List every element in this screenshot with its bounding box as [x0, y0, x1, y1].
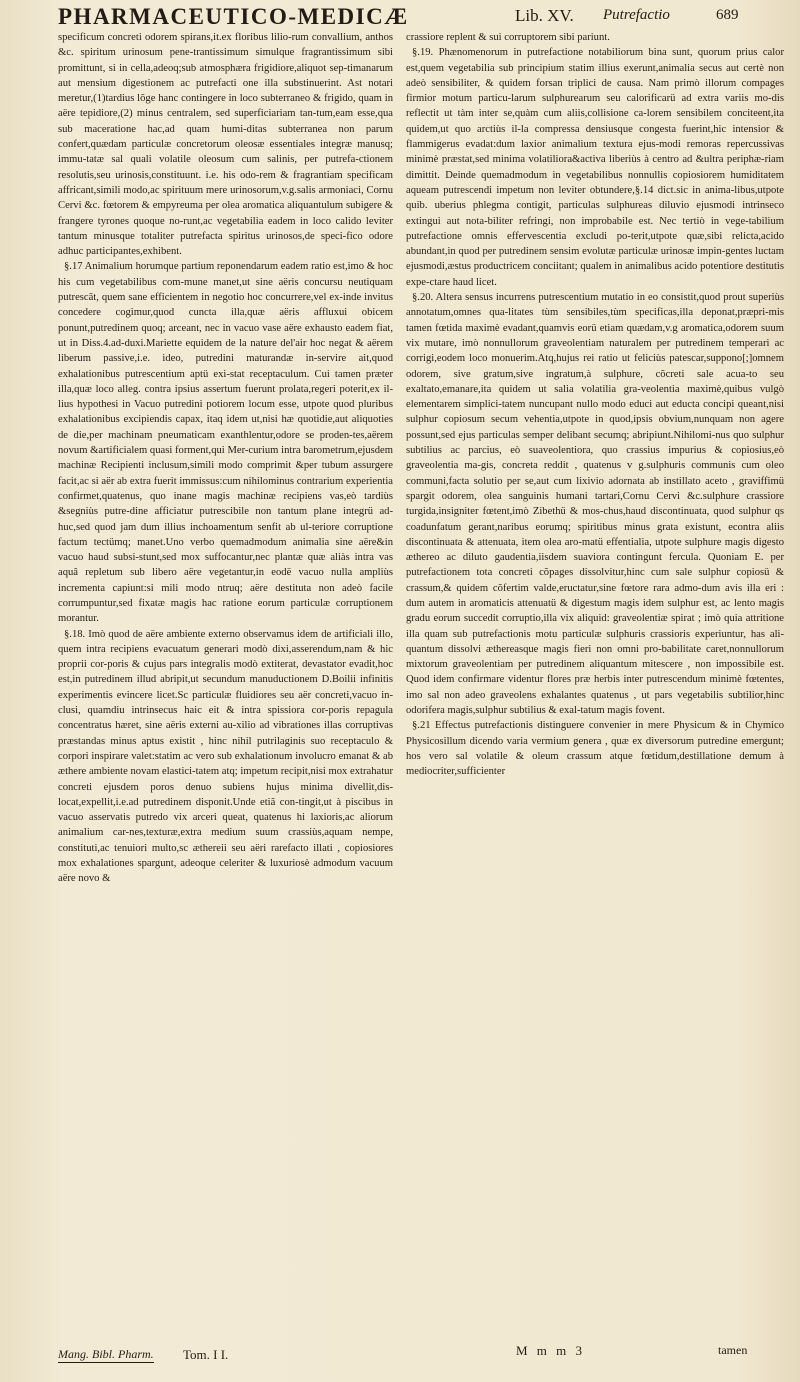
running-title: PHARMACEUTICO-MEDICÆ — [58, 4, 409, 29]
paragraph: §.20. Altera sensus incurrens putrescentium mutatio in eo consistit,quod prout superiùs annotatum,omnes qua-litates tùm sensibiles,tùm specificas,illa deponat,præpri-mis tamen fœtida maximè evadant,quamvis eorü etiam quædam,v.g aromatica,odorem suum vix mutare, imò nonnullorum graveolentiam naturalem per putredinem temperari ac corrigi,eodem loco monuerim.Atq,hujus rei ratio ut feliciùs patescar,suppono[;]omnem odorem, sive gratum,sive ingratum,à sulphure, cõcreti sale acua-to seu exaltato,emanare,ita quidem ut salia volatilia gra-veolentia maximè,quibus vulgò elementarem simplici-tatem nuncupant nullo modo educi aut educta concipi queant,nisi sulphur copiosum secum vehentia,utpote in quod,ipsis obvium,nunquam non agere possunt,sed ejus particulas semper delibant secumq; abripiunt.Nihilomi-nus quo sulphur subtilius ac parcius, eò suaveolentiora, quo crassius impurius & copiosius,eò graveolentia ma-gis, concreta reddit , quatenus v g.sulphuris communis cum oleo communi,facta solutio per se,aut cum lixivio adornata ab instillato aceto , graviffimü spargit odorem, olea sanguinis humani tartari,Cornu Cervi &c.sulphure crassiore turgida,insigniter fœtent,imò Zibethü & mos-chus,haud discontinuata, quod sulphur qs coadunfatum gerant,naribus eorumq; spiritibus minus grata existunt, econtra aliis discontinuata & attenuata, item olea aro-matü effentialia, utpote sulphure magis digesto æthereo ac diluto gaudentia,iisdem suaviora contingunt fercula. Quoniam E. per putrefactionem tota concreti cõpages dissolvitur,hinc cum sale sulphur copiosü & crassum,& quidem cõfertim valde,eructatur,sine fœtore rara admo-dum avis illa eri : dum autem in aromaticis attenuatü & digestum magis idem sulphur est, ac lento magis gradu eorum succedit corruptio,illa vix aliquid: graveolentiæ spirat ; imò quia attritione illa quam sub putrefactionis motu particulæ sulphuris crassioris experiuntur, has ali-quantum dissolvi æthereasque magis fieri non omni pro-babilitate caret,nonnullorum mixtorum graveolentiam per putredinem aliquantum mitescere , non impossibile est. Quod idem confirmare videntur flores præ herbis inter putrescendum minimè fœtentes, imo sal non adeo graveolens exhalantes quatenus , ut pars vegetabilis subtilior,hinc odorifera magis,sulphur subtilius & exal-tatum magis fovent. — [406, 292, 784, 717]
paragraph: §.18. Imò quod de aëre ambiente externo observamus idem de artificiali illo, quem intra recipiens evacuatum generari modò dixi,asserendum,nam & hic proprii cor-poris & cujus pars integralis modò extiterat, devastator evadit,hoc est,in putredinem illud abripit,ut secundum manuductionem D.Boilii infinitis experimentis evincere licet.Sc particulæ fluidiores seu aër concreti,vacuo in-clusi, quamdiu intrinsecus haic eit & intra spissiora cor-poris repagula concentratus hæret, sine aëris externi au-xilio ad vibrationes illas corruptivas præstandas minus aptus existit , hinc nihil putrilaginis suo receptaculo & corpori inspirare valet:statim ac vero sub exhalationum involucro emanat & ab æthere ambiente novam elastici-tatem atq; impetum recipit,nisi mox extrahatur concreti ejusdem poros denuo subiens hujus minima divellit,dis-locat,expellit,i.e.ad putredinem disponit.Unde etiã con-tingit,ut à piscibus in vacuo asservatis putredo vix arceri queat, quatenus hi laxioris,ac aliorum animalium car-nes,texturæ,extra medium suum crassiùs,aquam nempe, constituti,ac tenuiori multo,sc æthereii seu aëri rarefacto illati , copiosiores mox exhalationes spargunt, adeoque celeriter & luxuriosè admodum vacuum aëre novo & — [58, 628, 393, 885]
paragraph: §.21 Effectus putrefactionis distinguere convenier in mere Physicum & in Chymico Physicosillum dicendo varia vermium genera , quæ ex diversorum putredine emergunt; hos vero sal volatile & oleum crassum atque fœtidum,destillatione demum à mediocriter,sufficienter — [406, 720, 784, 778]
book-number: Lib. XV. — [515, 6, 574, 25]
volume-label: Tom. I I. — [183, 1347, 229, 1362]
page-number: 689 — [716, 7, 739, 23]
left-text-column — [58, 30, 393, 887]
running-section-word: Putrefactio — [603, 7, 670, 23]
right-text-column — [406, 30, 784, 780]
paragraph: §.17 Animalium horumque partium reponendarum eadem ratio est,imo & hoc his cum vegetabilibus com-mune manet,ut sine aëris concursu neutiquam putrescãt, quem sane efficientem in negotio hoc concurrere,vel ex-inde invitus concedere cogimur,quod cuncta illa,quæ aëris affluxui obicem ponunt,putredinem quoq; arceant, nec in vacuo vase aëre exhausto eadem fiat, ut in Diss.4.ad-duxi.Mariette equidem de la nature del'air hoc negat & aërem liberum passive,i.e. ideo, putredini maturandæ in-servire ait,quod exhalationibus putrescentium aptü exi-stat receptaculum. Cui tamen præter illa,quæ loco alleg. contra ipsius assertum fuerunt prolata,regeri poterit,ex il-lius hypothesi in Vacuo putredini potiorem locum esse, utpote quod pluribus exhalationibus excipiendis capax, itaq idem ut,nisi hæ quotidie,aut aliquoties de die,per machinam pneumaticam exanthlentur,odore se proden-tes,aërem novum &artificialem quasi forment,qui Mer-curium intra barometrum,ejusdem machinæ Recipienti inclusum,simili modo comprimit &per tubum assurgere facit,ac si aër ab extra fuerit immissus:cum nihilominus contrarium experientia confirmet,quatenus, quo inane magis machinæ recipiens vas,eò tardiùs &segniùs putre-dine afficiatur putrescibile non tantum plane integrü ad-huc,sed quod jam dum illius inchoamentum senfit ab ul-teriore corruptione factum tectümq; manet.Uno verbo quemadmodum animalia sine aëre&in vacuo haud subsi-stunt,sed mox suffocantur,nec plantæ quæ aliàs intra vas aquâ repletum sub libero aëre vegetantur,in eodë vacuo nulla ampliùs incrementa capiunt:si mili modo ntruq; aëre destituta non adeò facile corrumpuntur,sed fixatæ magis hac ratione eorum particulæ corruptionem morantur. — [58, 261, 393, 625]
signature-note: Mang. Bibl. Pharm. — [58, 1347, 154, 1361]
signature-mark: M m m 3 — [516, 1343, 586, 1358]
paragraph: §.19. Phænomenorum in putrefactione notabiliorum bina sunt, quorum prius calor est,quem vegetabilia sub principium statim illius exerunt,animalia secus aut certè non adeò sensibiliter, & quidem forsan triplici de causa. Nam primò illorum compages firmior motum particu-larum sulphurearum seu calorificarü ad extra variis mo-dis reflectit ut tàm inter se,quàm cum aliis,collisione ca-lorem sensibilem conciteent,ita quidem,ut quo arctiùs il-la compressa densiusque congesta fuerint,hic intensior & flammigerus evadat:dum laxior animalium textura ejus-modi remoras repercussivas minimè præstat,sed minima volatiliora&activa liberiùs à centro ad &ultra periphæ-riam dimittit. Deinde quemadmodum in vegetabilibus nonnullis copiosiorem humiditatem aqueam putrescendi impetum non leviter obtundere,§.14 dict.sic in anima-libus,utpote quib. uberius phlegma contigit, particulas sulphureas diluvio ejusmodi intrinseco extingui aut nota-biliter refringi, non improbabile est. Nec tertiò in vege-tabilium putrefactione omnis effervescentia excludi po-terit,utpote quæ,sibi relicta,acido abundant,in quod per putredinem sensim evolutæ particulæ urinosæ impin-gentes luctam ejusmodi,æstus productricem conciitant; qualem in animalibus acido potentiore destitutis expe-ctare haud licet. — [406, 47, 784, 288]
page-footer — [58, 1343, 788, 1367]
catchword: tamen — [718, 1343, 748, 1357]
running-header — [58, 4, 778, 30]
paragraph: specificum concreti odorem spirans,it.ex floribus lilio-rum convallium, anthos &c. spiritum urinosum pene-trantissimum simulque fragrantissimum sibi promittunt, si in cella,adeoq;sub atmosphæra frigidiore,aliquot sep-timanarum aut mensium digestionem ac putrefacti one illa substinuerint. Ast notari meretur,(1)tardius lõge hanc contingere in loco subterraneo & frigido, quam in aëre tepidiore,(2) minus centralem, sed superficiariam tan-tum,eam esse,qua sub maceratione hac,ad quam humi-ditas subterranea non parum confert,quædam particulæ concretorum oleosæ essentiales integræ manusq; immu-tatæ sal quali volatile oleosum cum salinis, per putrefa-ctionem resolutis,seu urinosis,constituunt. i.e. his odo-rem & fragrantiam specificam affricant,simili modo,ac spirituum mere urinosorum,v.g.salis armoniaci, Cornu Cervi &c. fœtorem & empyreuma per olea aromatica aliquantulum subigere & frangere tyrones quoque no-runt,ac vegetabilia eadem in loco calido leviter tantum minusque totaliter putrefacta spiritus urinosos,de speci-fico odore adhuc participantes,exhibent. — [58, 32, 393, 258]
paragraph: crassiore replent & sui corruptorem sibi pariunt. — [406, 32, 610, 43]
